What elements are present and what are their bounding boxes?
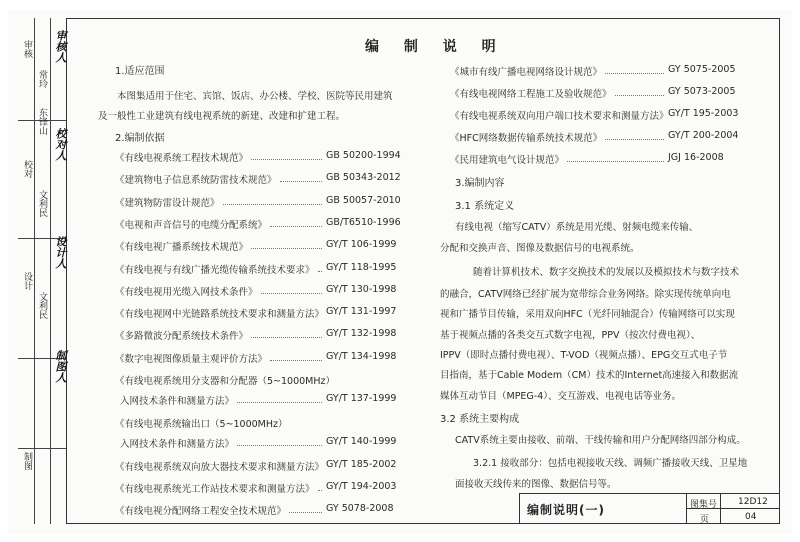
strip-label-design: 设计 [22, 272, 32, 290]
standard-name: 《建筑物防雷设计规范》 [115, 197, 220, 209]
drawing-name: 编制说明(一) [527, 503, 605, 517]
strip-signature-check: 校对人 [54, 128, 67, 161]
standard-code: GY/T 200-2004 [668, 130, 739, 141]
standard-name: 《有线电视系统工程技术规范》 [115, 153, 249, 164]
standard-code: GY 5078-2008 [326, 503, 394, 514]
atlas-number-label: 图集号 [690, 500, 718, 510]
standard-name: 《有线电视系统输出口（5~1000MHz） [115, 419, 288, 430]
leader-dots [251, 159, 322, 160]
standard-code: GY/T 131-1997 [326, 306, 397, 318]
standard-name: 《有线电视系统双向用户端口技术要求和测量方法》 [450, 111, 669, 122]
standard-name: 入网技术条件和测量方法》 [120, 439, 235, 450]
leader-dots [270, 360, 322, 361]
standard-name: 《有线电视分配网络工程安全技术规范》 [115, 506, 287, 517]
standard-code: GY/T 185-2002 [326, 459, 397, 470]
standard-name: 《有线电视系统用分支器和分配器（5~1000MHz） [115, 376, 336, 387]
standard-name: 《城市有线广播电视网络设计规范》 [450, 67, 603, 78]
page-label: 页 [700, 515, 710, 525]
leader-dots [605, 73, 664, 74]
section-heading-scope: 1.适应范围 [115, 66, 165, 77]
standard-name: 《有线电视系统双向放大器技术要求和测量方法》 [115, 462, 325, 473]
leader-dots [223, 204, 322, 205]
paragraph-line: 随着计算机技术、数字交换技术的发展以及模拟技术与数字技术 [473, 267, 740, 278]
page-title: 编 制 说 明 [365, 39, 506, 55]
paragraph-line: 基于视频点播的各类交互式数字电视，PPV（按次付费电视）、 [440, 330, 701, 341]
approval-strip [18, 18, 66, 524]
standard-name: 《数字电视图像质量主观评价方法》 [115, 353, 268, 365]
leader-dots [605, 139, 664, 140]
section-heading: 3.2 系统主要构成 [440, 414, 520, 425]
strip-name-draw: 文利民 [37, 292, 47, 319]
strip-name-check: 东锋山 [37, 108, 47, 135]
standard-code: JGJ 16-2008 [668, 152, 724, 163]
standard-code: GY/T 195-2003 [668, 108, 739, 119]
paragraph-line: 视和广播节目传输，采用双向HFC（光纤同轴混合）传输网络可以实现 [440, 309, 735, 320]
strip-signature-design: 设计人 [54, 236, 67, 269]
atlas-number-value: 12D12 [738, 497, 768, 507]
standard-code: GY/T 132-1998 [326, 328, 397, 340]
paragraph-line: CATV系统主要由接收、前端、干线传输和用户分配网络四部分构成。 [455, 435, 746, 446]
leader-dots [318, 271, 322, 272]
leader-dots [289, 512, 322, 513]
leader-dots [237, 402, 322, 403]
standard-name: 《有线电视与有线广播光缆传输系统技术要求》 [115, 264, 315, 276]
standard-code: GY/T 118-1995 [326, 261, 397, 273]
standard-code: GY/T 130-1998 [326, 283, 397, 295]
section-heading: 3.编制内容 [455, 178, 505, 189]
standard-name: 《有线电视网中光链路系统技术要求和测量方法》 [115, 309, 325, 321]
paragraph-line: 分配和交换声音、图像及数据信号的电视系统。 [440, 243, 640, 254]
paragraph-line: 目指南，基于Cable Modem（CM）技术的Internet高速接入和数据流 [440, 370, 739, 381]
leader-dots [318, 490, 322, 491]
strip-name-review: 常玲 [37, 70, 47, 88]
standard-code: GB 50200-1994 [326, 150, 401, 161]
standard-name: 《有线电视用光缆入网技术条件》 [115, 286, 258, 298]
strip-label-check: 校对 [22, 160, 32, 178]
page-number-value: 04 [745, 512, 757, 522]
strip-name-design: 文利民 [37, 190, 47, 217]
strip-signature-review: 审核人 [54, 30, 67, 63]
paragraph-line: 及一般性工业建筑有线电视系统的新建、改建和扩建工程。 [98, 111, 346, 122]
paragraph-line: 本图集适用于住宅、宾馆、饭店、办公楼、学校、医院等民用建筑 [117, 91, 393, 102]
standard-code: GB 50343-2012 [326, 172, 401, 184]
standard-name: 《有线电视系统光工作站技术要求和测量方法》 [115, 484, 315, 495]
standard-code: GB 50057-2010 [326, 194, 401, 206]
leader-dots [237, 445, 322, 446]
standard-name: 《有线电视网络工程施工及验收规范》 [450, 89, 612, 100]
standard-code: GY 5073-2005 [668, 86, 736, 97]
section-heading: 3.1 系统定义 [455, 201, 515, 212]
standard-name: 《HFC网络数据传输系统技术规范》 [450, 133, 603, 144]
strip-label-draw: 制图 [22, 452, 32, 470]
standard-code: GY/T 137-1999 [326, 393, 397, 404]
strip-label-review: 审核 [22, 40, 32, 58]
paragraph-line: 媒体互动节目（MPEG-4）、交互游戏、电视电话等业务。 [440, 391, 682, 402]
paragraph-line: 面接收天线传来的图像、数据信号等。 [455, 479, 617, 490]
standard-name: 入网技术条件和测量方法》 [120, 396, 235, 407]
leader-dots [615, 95, 664, 96]
leader-dots [280, 181, 322, 182]
paragraph-line: 有线电视（缩写CATV）系统是用光缆、射频电缆来传输、 [455, 222, 699, 233]
standard-code: GY/T 106-1999 [326, 239, 397, 251]
section-heading-basis: 2.编制依据 [115, 133, 165, 144]
standard-name: 《有线电视广播系统技术规范》 [115, 242, 249, 254]
leader-dots [251, 337, 322, 338]
paragraph-line: IPPV（即时点播付费电视）、T-VOD（视频点播）、EPG交互式电子节 [440, 350, 728, 361]
paragraph-line: 的融合，CATV网络已经扩展为宽带综合业务网络。除实现传统单向电 [440, 289, 731, 300]
standard-name: 《多路微波分配系统技术条件》 [115, 331, 249, 343]
leader-dots [270, 226, 322, 227]
paragraph-line: 3.2.1 接收部分：包括电视接收天线、调频广播接收天线、卫星地 [473, 458, 748, 469]
standard-code: GY/T 194-2003 [326, 481, 397, 492]
standard-code: GY/T 140-1999 [326, 436, 397, 447]
standard-code: GY 5075-2005 [668, 64, 736, 75]
standard-name: 《民用建筑电气设计规范》 [450, 155, 565, 166]
leader-dots [261, 293, 322, 294]
leader-dots [251, 248, 322, 249]
standard-code: GY/T 134-1998 [326, 350, 397, 362]
leader-dots [567, 161, 664, 162]
standard-name: 《电视和声音信号的电缆分配系统》 [115, 219, 268, 231]
standard-name: 《建筑物电子信息系统防雷技术规范》 [115, 175, 277, 187]
strip-signature-draw: 制图人 [54, 350, 67, 383]
standard-code: GB/T6510-1996 [326, 216, 401, 228]
